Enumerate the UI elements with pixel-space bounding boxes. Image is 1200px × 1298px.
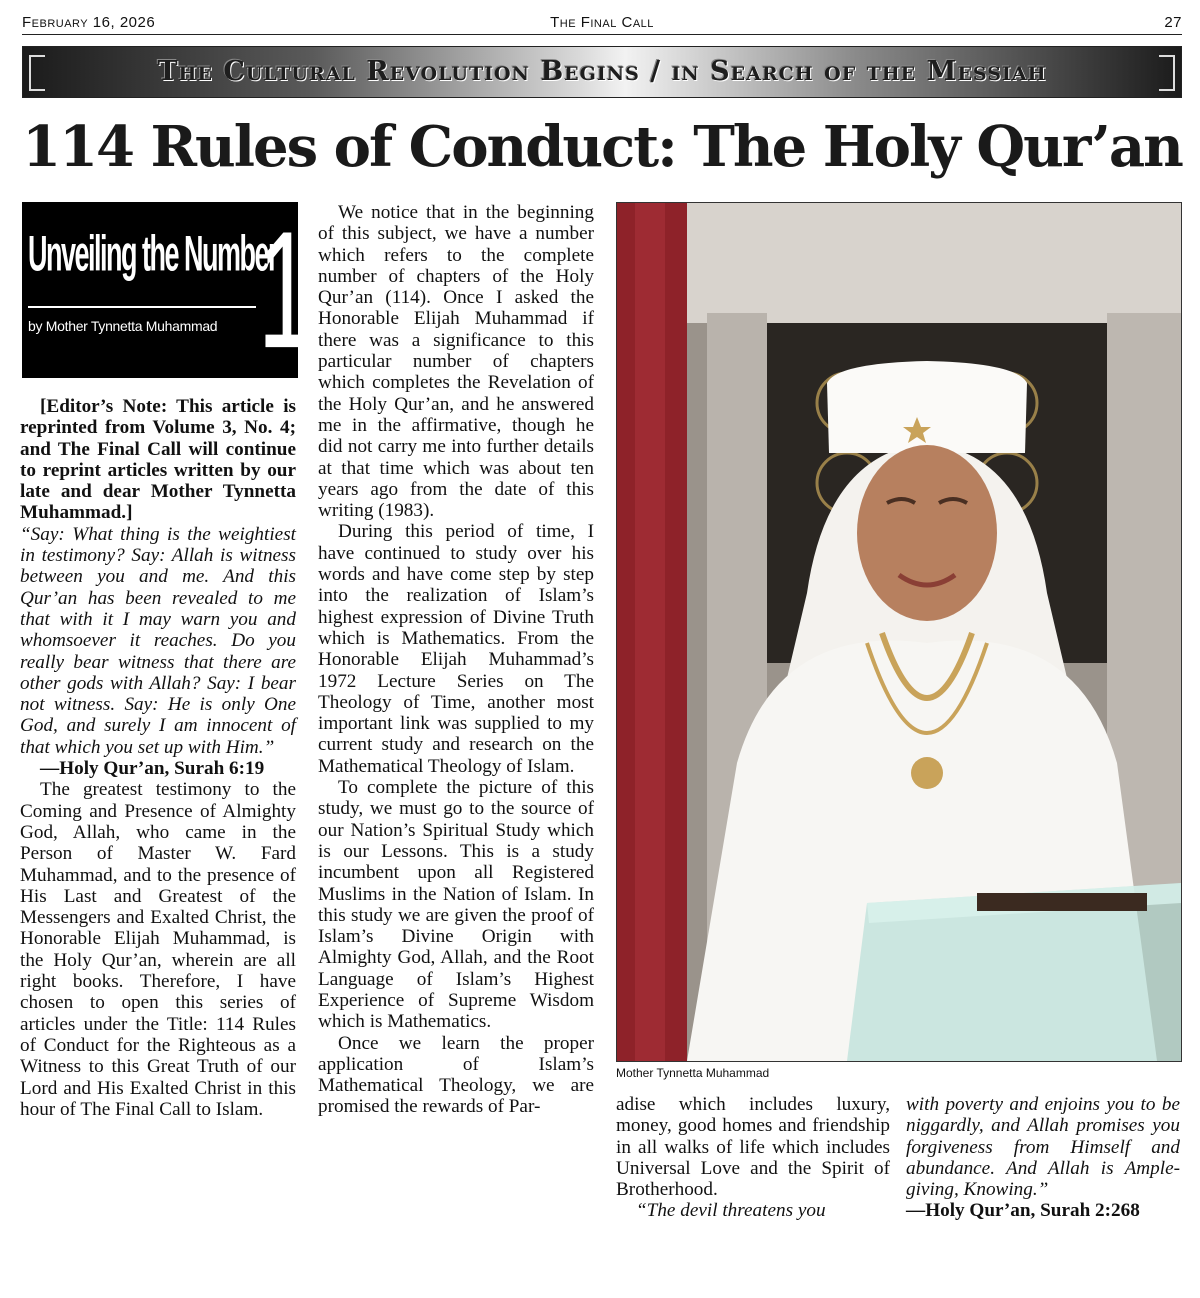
article-column-3	[616, 1094, 890, 1222]
opening-quote-attribution: —Holy Qur’an, Surah 6:19	[40, 758, 265, 780]
series-logo-byline: by Mother Tynnetta Muhammad	[28, 318, 218, 334]
portrait-photo	[616, 202, 1182, 1062]
opening-quote: “Say: What thing is the weightiest in testimony? Say: Allah is witness between you and me. And this Qur’an has been revealed to me that with it I may warn you and whomsoever it reaches. Do you really bear witness that there are other gods with Allah? Say: I bear not witness. Say: He is only One God, and surely I am innocent of that which you set up with Him.”	[20, 523, 296, 758]
article-column-1	[20, 396, 296, 1120]
section-banner	[22, 46, 1182, 98]
page-folio	[22, 10, 1182, 35]
article-paragraph: To complete the picture of this study, we must go to the source of our Nation’s Spiritual Study which is our Lessons. This is a study incumbent upon all Registered Muslims in the Nation of Islam. In this study we are given the proof of Islam’s Divine Origin with Almighty God, Allah, and the Root Language of Islam’s Highest Experience of Supreme Wisdom which is Mathematics.	[318, 777, 594, 1033]
closing-quote-start: “The devil threatens you	[636, 1200, 826, 1222]
closing-quote-end: with poverty and enjoins you to be niggardly, and Allah promises you forgiveness from Himself and abundance. And Allah is Ample-giving, Knowing.”	[906, 1094, 1180, 1201]
article-paragraph: During this period of time, I have continued to study over his words and have come step by step into the realization of Islam’s highest expression of Divine Truth which is Mathematics. From the Honorable Elijah Muhammad’s 1972 Lecture Series on The Theology of Time, another most important link was supplied to my current study and research on the Mathematical Theology of Islam.	[318, 521, 594, 777]
article-column-2	[318, 202, 594, 1118]
newspaper-name: The Final Call	[550, 14, 654, 31]
issue-date: February 16, 2026	[22, 14, 156, 31]
photo-caption: Mother Tynnetta Muhammad	[616, 1066, 770, 1080]
series-logo-rule	[28, 306, 256, 308]
series-logo-number: 19	[258, 195, 348, 383]
article-paragraph: The greatest testimony to the Coming and Presence of Almighty God, Allah, who came in the Person of Master W. Fard Muhammad, and to the presence of His Last and Greatest of the Messengers and Exalted Christ, the Honorable Elijah Muhammad, is the Holy Qur’an, wherein are all right books. Therefore, I have chosen to open this series of articles under the Title: 114 Rules of Conduct for the Righteous as a Witness to this Great Truth of our Lord and His Exalted Christ in this hour of The Final Call to Islam.	[20, 779, 296, 1120]
article-column-4	[906, 1094, 1180, 1222]
page-number: 27	[1164, 14, 1182, 31]
banner-ornament-right	[1159, 55, 1175, 91]
series-logo	[22, 195, 348, 383]
article-headline: 114 Rules of Conduct: The Holy Qur’an	[22, 114, 1182, 180]
article-paragraph: adise which includes luxury, money, good homes and friendship in all walks of life which includes Universal Love and the Spirit of Brotherhood.	[616, 1094, 890, 1201]
closing-quote-attribution: —Holy Qur’an, Surah 2:268	[906, 1200, 1140, 1222]
article-paragraph: We notice that in the beginning of this subject, we have a number which refers to the complete number of chapters of the Holy Qur’an (114). Once I asked the Honorable Elijah Muhammad if there was a significance to this particular number of chapters which completes the Revelation of the Holy Qur’an, and he answered me in the affirmative, though he did not carry me into further details at that time which was about ten years ago from the date of this writing (1983).	[318, 202, 594, 522]
section-banner-text: The Cultural Revolution Begins / in Search of the Messiah	[157, 56, 1047, 87]
portrait-illustration	[617, 203, 1181, 1061]
editors-note: [Editor’s Note: This article is reprinted from Volume 3, No. 4; and The Final Call will continue to reprint articles written by our late and dear Mother Tynnetta Muhammad.]	[20, 396, 296, 524]
article-paragraph: Once we learn the proper application of Islam’s Mathematical Theology, we are promised the rewards of Par-	[318, 1032, 594, 1118]
series-logo-title: Unveiling the Number	[28, 226, 278, 282]
